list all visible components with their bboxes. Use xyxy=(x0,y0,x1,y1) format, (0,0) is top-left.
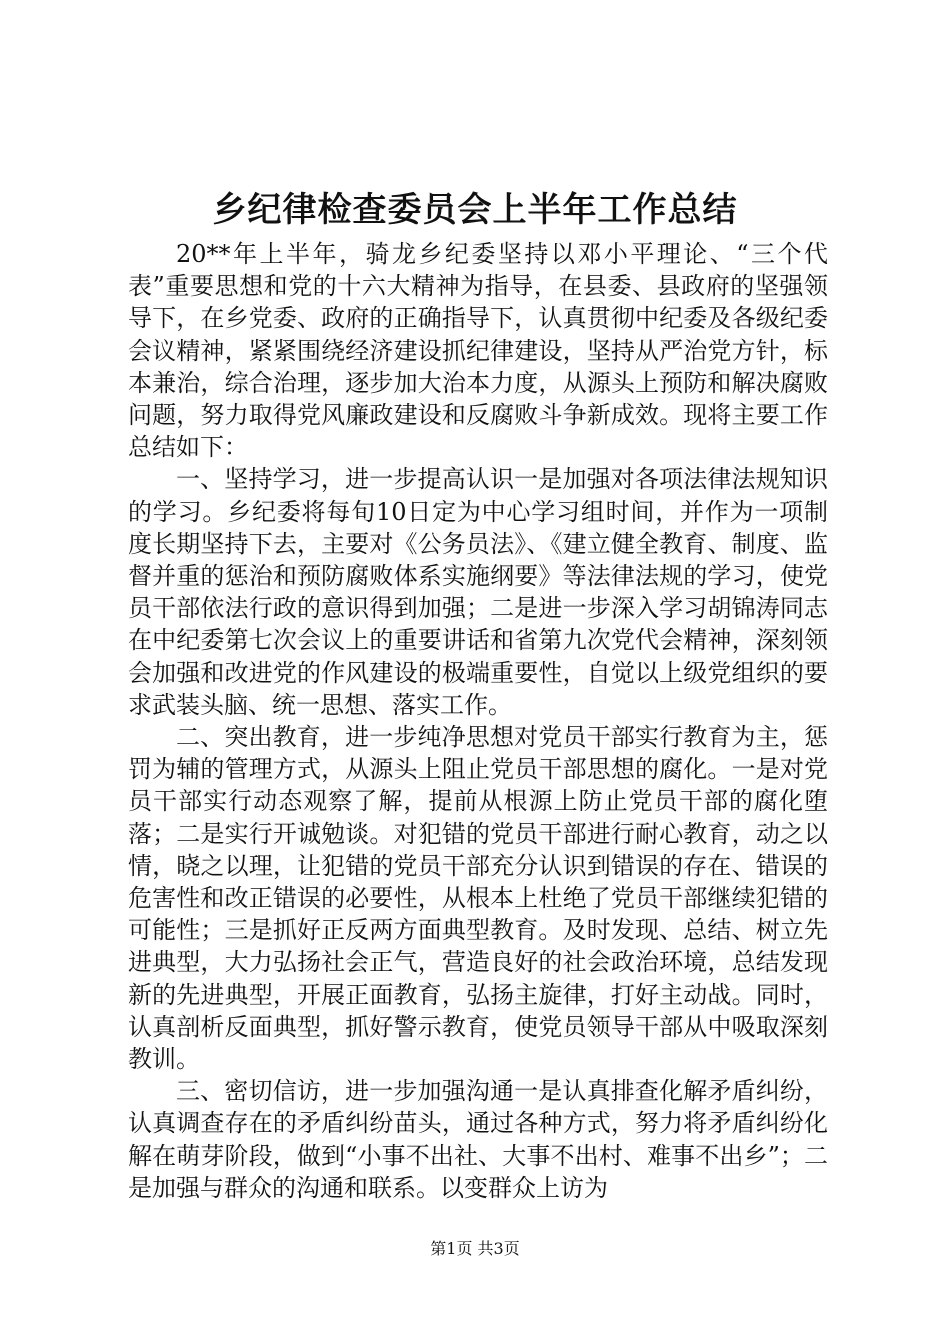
paragraph-section-3: 三、密切信访，进一步加强沟通一是认真排查化解矛盾纠纷，认真调查存在的矛盾纠纷苗头，通过各种方式，努力将矛盾纠纷化解在萌芽阶段，做到“小事不出社、大事不出村、难事不出乡”；二是加强与群众的沟通和联系。以变群众上访为 xyxy=(128,1077,828,1202)
page-number-footer: 第1页 共3页 xyxy=(430,1239,520,1258)
paragraph-section-2: 二、突出教育，进一步纯净思想对党员干部实行教育为主，惩罚为辅的管理方式，从源头上阻止党员干部思想的腐化。一是对党员干部实行动态观察了解，提前从根源上防止党员干部的腐化堕落；二是实行开诚勉谈。对犯错的党员干部进行耐心教育，动之以情，晓之以理，让犯错的党员干部充分认识到错误的存在、错误的危害性和改正错误的必要性，从根本上杜绝了党员干部继续犯错的可能性；三是抓好正反两方面典型教育。及时发现、总结、树立先进典型，大力弘扬社会正气，营造良好的社会政治环境，总结发现新的先进典型，开展正面教育，弘扬主旋律，打好主动战。同时，认真剖析反面典型，抓好警示教育，使党员领导干部从中吸取深刻教训。 xyxy=(128,723,828,1074)
document-body xyxy=(128,238,828,1204)
paragraph-intro: 20**年上半年，骑龙乡纪委坚持以邓小平理论、“三个代表”重要思想和党的十六大精神为指导，在县委、县政府的坚强领导下，在乡党委、政府的正确指导下，认真贯彻中纪委及各级纪委会议精神，紧紧围绕经济建设抓纪律建设，坚持从严治党方针，标本兼治，综合治理，逐步加大治本力度，从源头上预防和解决腐败问题，努力取得党风廉政建设和反腐败斗争新成效。现将主要工作总结如下： xyxy=(128,240,828,462)
paragraph-section-1: 一、坚持学习，进一步提高认识一是加强对各项法律法规知识的学习。乡纪委将每旬10日定为中心学习组时间，并作为一项制度长期坚持下去，主要对《公务员法》、《建立健全教育、制度、监督并重的惩治和预防腐败体系实施纲要》等法律法规的学习，使党员干部依法行政的意识得到加强；二是进一步深入学习胡锦涛同志在中纪委第七次会议上的重要讲话和省第九次党代会精神，深刻领会加强和改进党的作风建设的极端重要性，自觉以上级党组织的要求武装头脑、统一思想、落实工作。 xyxy=(128,465,828,719)
document-title: 乡纪律检查委员会上半年工作总结 xyxy=(212,190,738,230)
